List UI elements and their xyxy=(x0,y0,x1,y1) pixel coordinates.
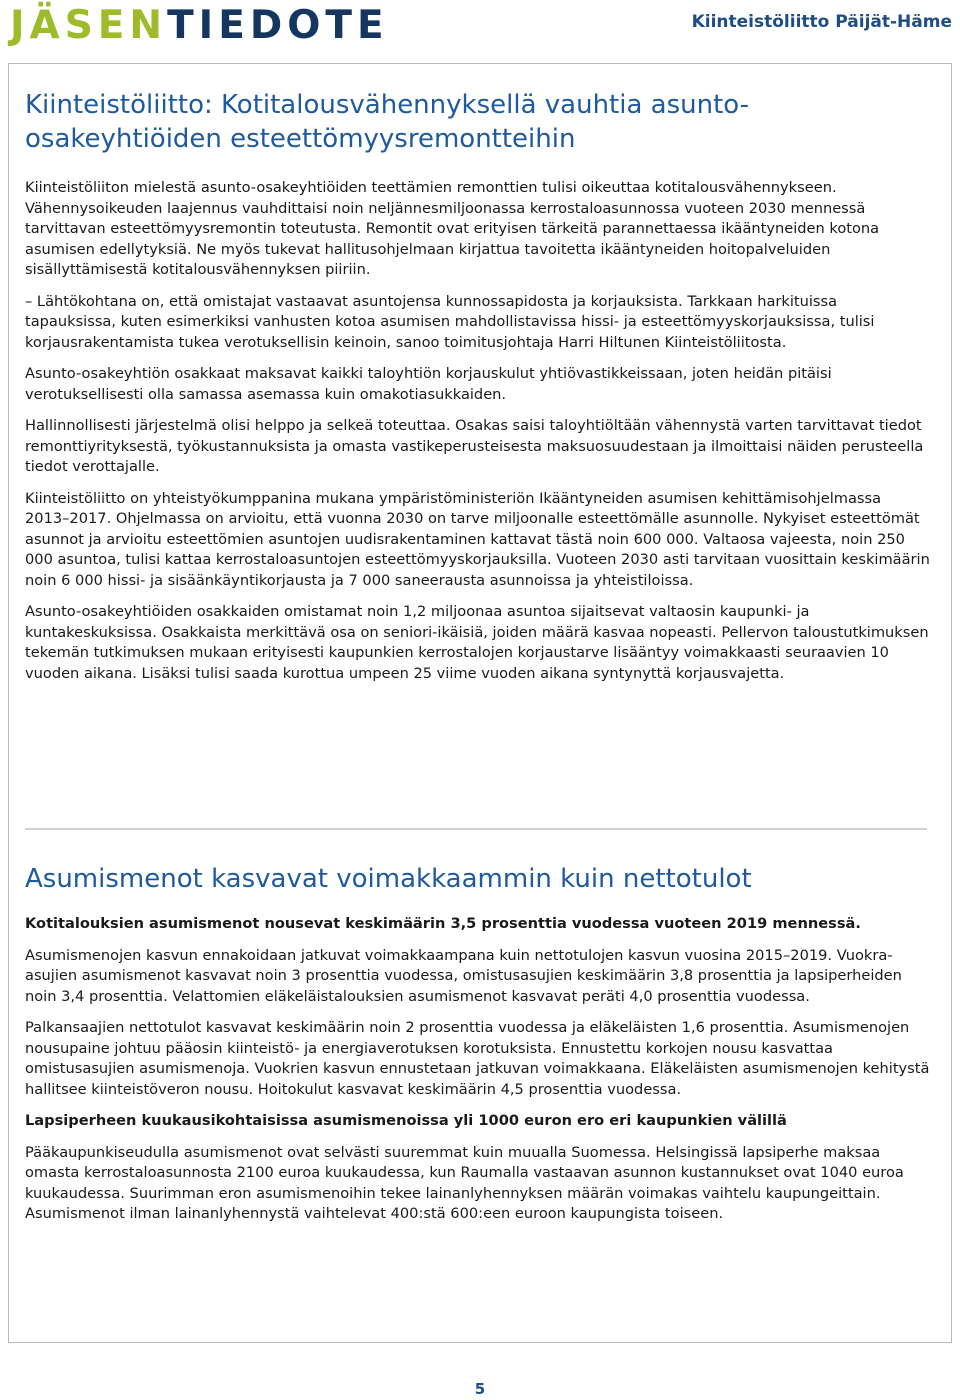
article-1-title: Kiinteistöliitto: Kotitalousvähennyksellä vauhtia asunto-osakeyhtiöiden esteettömyysremontteihin xyxy=(25,90,750,154)
article-1-paragraph: Asunto-osakeyhtiön osakkaat maksavat kaikki taloyhtiön korjauskulut yhtiövastikkeissaan, joten heidän pitäisi verotuksellisesti olla samassa asemassa kuin omakotiasukkaiden. xyxy=(25,365,832,403)
article-1-paragraph: Kiinteistöliiton mielestä asunto-osakeyhtiöiden teettämien remonttien tulisi oikeuttaa kotitalousvähennykseen. Vähennysoikeuden laajennus vauhdittaisi noin neljännesmiljoonassa kerrostaloasunnossa vuoteen 2030 mennessä tarvittavan esteettömyysremontin toteutusta. Remontit ovat erityisen tärkeitä parannettaessa ikääntyneiden kotona asumisen edellytyksiä. Ne myös tukevat hallitusohjelmaan kirjattua tavoitetta ikääntyneiden hoitopalveluiden sisällyttämisestä kotitalousvähennyksen piiriin. xyxy=(25,179,880,278)
article-1-paragraph: Asunto-osakeyhtiöiden osakkaiden omistamat noin 1,2 miljoonaa asuntoa sijaitsevat valtaosin kaupunki- ja kuntakeskuksissa. Osakkaista merkittävä osa on seniori-ikäisiä, joiden määrä kasvaa nopeasti. Pellervon taloustutkimuksen tekemän tutkimuksen mukaan erityisesti kaupunkien kerrostalojen korjaustarve lisääntyy voimakkaasti seuraavien 10 vuoden aikana. Lisäksi tulisi saada kurottua umpeen 25 viime vuoden aikana syntynyttä korjausvajetta. xyxy=(25,603,929,682)
logo-part-tiedote: TIEDOTE xyxy=(167,3,389,48)
masthead xyxy=(0,0,960,55)
article-2-title: Asumismenot kasvavat voimakkaammin kuin nettotulot xyxy=(25,864,752,894)
article-2-paragraph: Palkansaajien nettotulot kasvavat keskimäärin noin 2 prosenttia vuodessa ja eläkeläisten 1,6 prosenttia. Asumismenojen nousupaine johtuu pääosin kiinteistö- ja energiaverotuksen korotuksista. Ennustettu korkojen nousu kasvattaa omistusasujien asumismenoja. Vuokrien kasvun ennustetaan jatkuvan voimakkaana. Eläkeläisten asumismenojen kehitystä hallitsee kiinteistöveron nousu. Hoitokulut kasvavat keskimäärin 4,5 prosenttia vuodessa. xyxy=(25,1019,930,1098)
article-2-lead: Kotitalouksien asumismenot nousevat keskimäärin 3,5 prosenttia vuodessa vuoteen 2019 mennessä. xyxy=(25,915,861,932)
section-divider xyxy=(25,828,927,830)
logo-part-jasen: JÄSEN xyxy=(10,3,168,48)
article-2 xyxy=(25,862,930,1236)
article-1 xyxy=(25,88,930,695)
article-2-subheading: Lapsiperheen kuukausikohtaisissa asumismenoissa yli 1000 euron ero eri kaupunkien välillä xyxy=(25,1112,787,1129)
organization-name: Kiinteistöliitto Päijät-Häme xyxy=(691,12,952,32)
article-2-closing: Pääkaupunkiseudulla asumismenot ovat selvästi suuremmat kuin muualla Suomessa. Helsingissä lapsiperhe maksaa omasta kerrostaloasunnosta 2100 euroa kuukaudessa, kun Raumalla vastaavan asunnon kustannukset ovat 1040 euroa kuukaudessa. Suurimman eron asumismenoihin tekee lainanlyhennyksen määrän voimakas vaihtelu kaupungeittain. Asumismenot ilman lainanlyhennystä vaihtelevat 400:stä 600:een euroon kaupungista toiseen. xyxy=(25,1143,904,1222)
article-2-paragraph: Asumismenojen kasvun ennakoidaan jatkuvat voimakkaampana kuin nettotulojen kasvun vuosina 2015–2019. Vuokra-asujien asumismenot kasvavat noin 3 prosenttia vuodessa, omistusasujien keskimäärin 3,8 prosenttia ja lapsiperheiden noin 3,4 prosenttia. Velattomien eläkeläistalouksien asumismenot kasvavat peräti 4,0 prosenttia vuodessa. xyxy=(25,946,902,1005)
newsletter-logo xyxy=(10,4,389,48)
page-number: 5 xyxy=(474,1380,486,1398)
article-1-paragraph: Hallinnollisesti järjestelmä olisi helppo ja selkeä toteuttaa. Osakas saisi taloyhtiöltään vähennystä varten tarvittavat tiedot remonttiyrityksestä, työkustannuksista ja omasta vastikeperusteisesta maksuosuudestaan ja ilmoittaisi näiden perusteella tiedot verottajalle. xyxy=(25,417,924,475)
article-1-paragraph: Kiinteistöliitto on yhteistyökumppanina mukana ympäristöministeriön Ikääntyneiden asumisen kehittämisohjelmassa 2013–2017. Ohjelmassa on arvioitu, että vuonna 2030 on tarve miljoonalle esteettömälle asunnolle. Nykyiset esteettömät asunnot ja arvioitu esteettömien asuntojen uudisrakentaminen kattavat tästä noin 600 000. Valtaosa vajeesta, noin 250 000 asuntoa, tulisi kattaa kerrostaloasuntojen esteettömyyskorjauksilla. Vuoteen 2030 asti tarvitaan vuosittain keskimäärin noin 6 000 hissi- ja sisäänkäyntikorjausta ja 7 000 saneerausta asunnoissa ja yhteistiloissa. xyxy=(25,489,930,589)
article-1-paragraph: – Lähtökohtana on, että omistajat vastaavat asuntojensa kunnossapidosta ja korjauksista. Tarkkaan harkituissa tapauksissa, kuten esimerkiksi vanhusten kotoa asumisen mahdollistavissa hissi- ja esteettömyyskorjauksissa, tulisi korjausrakentamista tukea verotuksellisin keinoin, sanoo toimitusjohtaja Harri Hiltunen Kiinteistöliitosta. xyxy=(25,292,875,351)
